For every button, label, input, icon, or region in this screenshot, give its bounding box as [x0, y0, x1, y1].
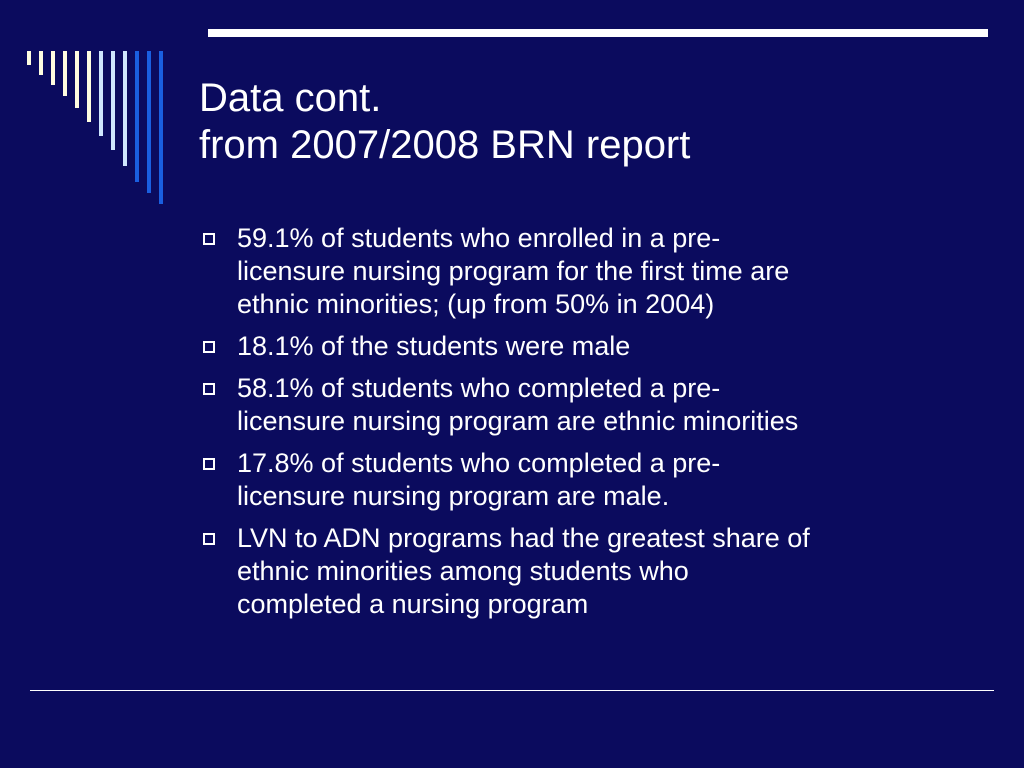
- bullet-line: LVN to ADN programs had the greatest share of: [237, 523, 810, 553]
- stripe: [39, 51, 43, 75]
- bullet-line: 18.1% of the students were male: [237, 331, 631, 361]
- stripe: [111, 51, 115, 150]
- bullet-line: ethnic minorities; (up from 50% in 2004): [237, 289, 715, 319]
- stripe: [147, 51, 151, 193]
- square-bullet-icon: [203, 458, 215, 470]
- bullet-line: 17.8% of students who completed a pre-: [237, 448, 721, 478]
- slide-title-line: Data cont.: [199, 76, 382, 120]
- stripe: [63, 51, 67, 96]
- bullet-item: [200, 330, 990, 363]
- square-bullet-icon: [203, 233, 215, 245]
- square-bullet-icon: [203, 341, 215, 353]
- stripe: [99, 51, 103, 136]
- bullet-line: licensure nursing program are male.: [237, 481, 670, 511]
- bullet-line: 59.1% of students who enrolled in a pre-: [237, 223, 721, 253]
- stripe: [159, 51, 163, 204]
- bullet-item: [200, 222, 990, 321]
- bullet-line: 58.1% of students who completed a pre-: [237, 373, 721, 403]
- square-bullet-icon: [203, 383, 215, 395]
- bullet-item: [200, 447, 990, 513]
- slide-title-line: from 2007/2008 BRN report: [199, 123, 691, 167]
- stripe: [87, 51, 91, 122]
- bullet-list: [200, 222, 990, 630]
- top-rule: [208, 29, 988, 37]
- stripe: [51, 51, 55, 85]
- slide-title: [199, 75, 690, 169]
- stripe: [27, 51, 31, 65]
- decorative-stripes: [0, 0, 200, 230]
- bullet-line: completed a nursing program: [237, 589, 589, 619]
- stripe: [75, 51, 79, 108]
- stripe: [135, 51, 139, 182]
- stripe: [123, 51, 127, 166]
- bullet-line: licensure nursing program are ethnic minorities: [237, 406, 799, 436]
- bullet-item: [200, 372, 990, 438]
- bullet-item: [200, 522, 990, 621]
- bullet-line: licensure nursing program for the first time are: [237, 256, 790, 286]
- bottom-rule: [30, 690, 994, 691]
- bullet-line: ethnic minorities among students who: [237, 556, 689, 586]
- square-bullet-icon: [203, 533, 215, 545]
